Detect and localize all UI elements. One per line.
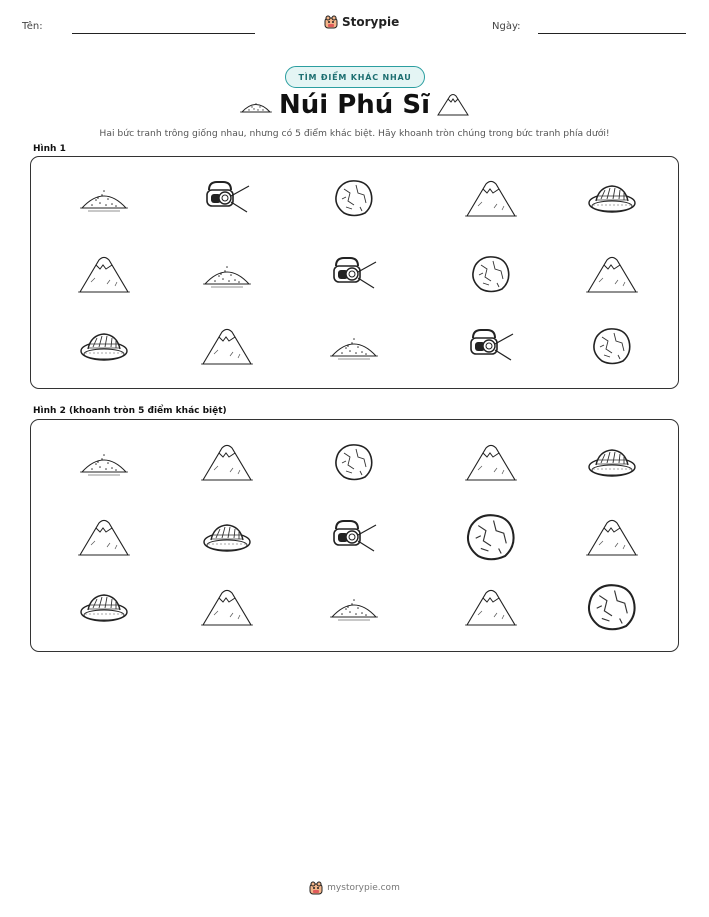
rock-icon bbox=[463, 510, 519, 564]
picture2-item[interactable] bbox=[200, 585, 254, 633]
picture1-item[interactable] bbox=[464, 176, 518, 224]
picture1-item[interactable] bbox=[328, 328, 380, 368]
rock-icon bbox=[584, 580, 640, 634]
picture2-item[interactable] bbox=[464, 440, 518, 488]
sand-icon bbox=[78, 444, 130, 480]
lantern-icon bbox=[467, 324, 515, 368]
picture2-item[interactable] bbox=[330, 515, 378, 563]
brand-logo bbox=[324, 15, 399, 29]
picture2-item[interactable] bbox=[584, 580, 640, 638]
sandal-icon bbox=[587, 445, 637, 479]
instructions: Hai bức tranh trông giống nhau, nhưng có 5 điểm khác biệt. Hãy khoanh tròn chúng trong bức tranh phía dưới! bbox=[99, 128, 610, 139]
date-line[interactable] bbox=[538, 33, 686, 34]
footer-url: mystorypie.com bbox=[327, 883, 400, 893]
picture1-item[interactable] bbox=[79, 329, 129, 367]
sandal-icon bbox=[202, 520, 252, 554]
picture1-item[interactable] bbox=[585, 252, 639, 300]
mountain-icon bbox=[77, 515, 131, 559]
picture1-item[interactable] bbox=[467, 324, 515, 372]
picture2-label: Hình 2 (khoanh tròn 5 điểm khác biệt) bbox=[33, 406, 227, 416]
rock-icon bbox=[590, 325, 634, 367]
mountain-icon bbox=[200, 585, 254, 629]
mountain-icon bbox=[436, 91, 470, 117]
lantern-icon bbox=[330, 515, 378, 559]
name-label: Tên: bbox=[22, 21, 43, 32]
picture2-item[interactable] bbox=[332, 441, 376, 487]
picture1-item[interactable] bbox=[587, 181, 637, 219]
sand-icon bbox=[328, 328, 380, 364]
picture2-item[interactable] bbox=[79, 590, 129, 628]
picture1-item[interactable] bbox=[203, 176, 251, 224]
mountain-icon bbox=[585, 515, 639, 559]
picture2-item[interactable] bbox=[587, 445, 637, 483]
sandal-icon bbox=[79, 590, 129, 624]
picture1-item[interactable] bbox=[590, 325, 634, 371]
sandal-icon bbox=[79, 329, 129, 363]
mountain-icon bbox=[585, 252, 639, 296]
date-label: Ngày: bbox=[492, 21, 521, 32]
sand-icon bbox=[328, 589, 380, 625]
lantern-icon bbox=[330, 252, 378, 296]
rock-icon bbox=[332, 441, 376, 483]
mountain-icon bbox=[200, 440, 254, 484]
mountain-icon bbox=[77, 252, 131, 296]
rock-icon bbox=[332, 177, 376, 219]
sandal-icon bbox=[587, 181, 637, 215]
picture1-item[interactable] bbox=[78, 180, 130, 220]
picture2-item[interactable] bbox=[585, 515, 639, 563]
mountain-icon bbox=[464, 585, 518, 629]
picture1-item[interactable] bbox=[201, 256, 253, 296]
picture2-item[interactable] bbox=[78, 444, 130, 484]
sand-icon bbox=[201, 256, 253, 292]
picture2-item[interactable] bbox=[464, 585, 518, 633]
page-title: Núi Phú Sĩ bbox=[279, 90, 430, 120]
lantern-icon bbox=[203, 176, 251, 220]
rock-icon bbox=[469, 253, 513, 295]
brand-name: Storypie bbox=[342, 15, 400, 29]
picture1-item[interactable] bbox=[200, 324, 254, 372]
picture1-item[interactable] bbox=[77, 252, 131, 300]
picture2-item[interactable] bbox=[328, 589, 380, 629]
footer bbox=[0, 881, 709, 895]
picture1-item[interactable] bbox=[332, 177, 376, 223]
picture2-item[interactable] bbox=[200, 440, 254, 488]
mountain-icon bbox=[464, 440, 518, 484]
mountain-icon bbox=[200, 324, 254, 368]
picture2-item[interactable] bbox=[77, 515, 131, 563]
sand-icon bbox=[78, 180, 130, 216]
storypie-logo-icon bbox=[309, 881, 323, 895]
name-line[interactable] bbox=[72, 33, 255, 34]
activity-badge: TÌM ĐIỂM KHÁC NHAU bbox=[285, 66, 425, 88]
picture2-item[interactable] bbox=[202, 520, 252, 558]
picture1-item[interactable] bbox=[469, 253, 513, 299]
picture1-item[interactable] bbox=[330, 252, 378, 300]
mountain-icon bbox=[464, 176, 518, 220]
picture2-item[interactable] bbox=[463, 510, 519, 568]
picture1-label: Hình 1 bbox=[33, 144, 66, 154]
storypie-logo-icon bbox=[324, 15, 338, 29]
